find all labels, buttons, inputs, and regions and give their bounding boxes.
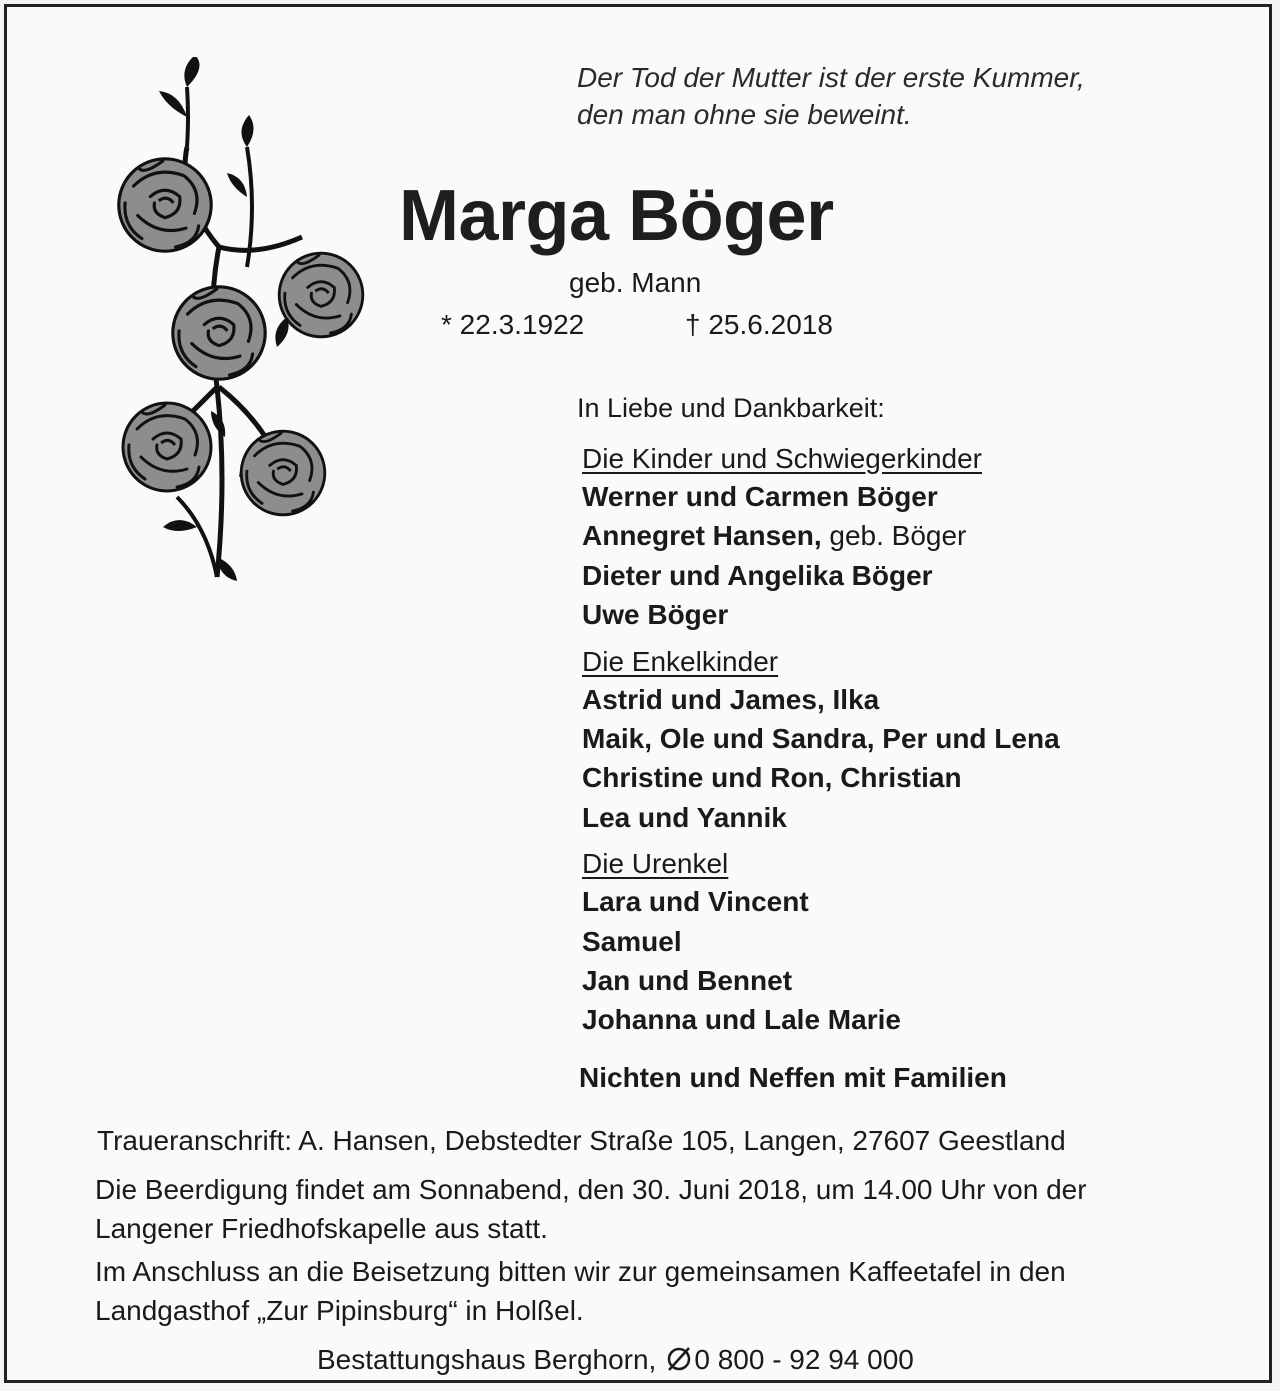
mourners-list xyxy=(582,441,1242,1049)
mourner xyxy=(582,516,1242,555)
group-title: Die Urenkel xyxy=(582,848,729,880)
death-date: † 25.6.2018 xyxy=(685,309,833,340)
burial-notice xyxy=(95,1170,1235,1248)
mourner: Dieter und Angelika Böger xyxy=(582,559,933,591)
undertaker-phone: 0 800 - 92 94 000 xyxy=(694,1344,914,1375)
group-title: Die Kinder und Schwiegerkinder xyxy=(582,443,982,474)
mourner: Christine und Ron, Christian xyxy=(582,762,962,794)
burial-line-2: Langener Friedhofskapelle aus statt. xyxy=(95,1213,548,1244)
mourning-address: Traueranschrift: A. Hansen, Debstedter Straße 105, Langen, 27607 Geestland xyxy=(97,1125,1066,1156)
burial-line-1: Die Beerdigung findet am Sonnabend, den 30. Juni 2018, um 14.00 Uhr von der xyxy=(95,1174,1087,1205)
mourner: Maik, Ole und Sandra, Per und Lena xyxy=(582,723,1060,755)
mourner: Werner und Carmen Böger xyxy=(582,481,938,512)
obituary-frame xyxy=(4,4,1272,1383)
mourner: Jan und Bennet xyxy=(582,965,793,997)
mourner-name: Annegret Hansen, xyxy=(582,520,822,552)
thanks-line: In Liebe und Dankbarkeit: xyxy=(577,393,885,423)
mourner: Astrid und James, Ilka xyxy=(582,683,880,715)
undertaker-name: Bestattungshaus Berghorn, xyxy=(317,1344,657,1375)
coffee-invitation xyxy=(95,1252,1235,1330)
mourner: Uwe Böger xyxy=(582,599,729,631)
group-children xyxy=(582,441,1242,635)
coffee-line-1: Im Anschluss an die Beisetzung bitten wir zur gemeinsamen Kaffeetafel in den xyxy=(95,1256,1066,1287)
mourner: Johanna und Lale Marie xyxy=(582,1004,901,1036)
mourner: Lara und Vincent xyxy=(582,886,809,918)
mourner: Samuel xyxy=(582,925,682,957)
quote-line-2: den man ohne sie beweint. xyxy=(577,99,912,130)
mourner: Lea und Yannik xyxy=(582,801,787,833)
group-great-grandchildren xyxy=(582,846,1242,1040)
group-grandchildren xyxy=(582,644,1242,838)
quote xyxy=(577,59,1085,133)
birth-date: * 22.3.1922 xyxy=(441,309,585,340)
quote-line-1: Der Tod der Mutter ist der erste Kummer, xyxy=(577,62,1085,93)
born-name: geb. Mann xyxy=(569,267,702,298)
undertaker xyxy=(317,1344,914,1379)
deceased-name: Marga Böger xyxy=(399,176,834,256)
roses-illustration xyxy=(107,57,377,597)
mourner-born-name: geb. Böger xyxy=(821,520,967,552)
phone-icon xyxy=(666,1346,692,1379)
coffee-line-2: Landgasthof „Zur Pipinsburg“ in Holßel. xyxy=(95,1295,584,1326)
group-title: Die Enkelkinder xyxy=(582,645,779,677)
nieces-nephews: Nichten und Neffen mit Familien xyxy=(579,1062,1007,1093)
